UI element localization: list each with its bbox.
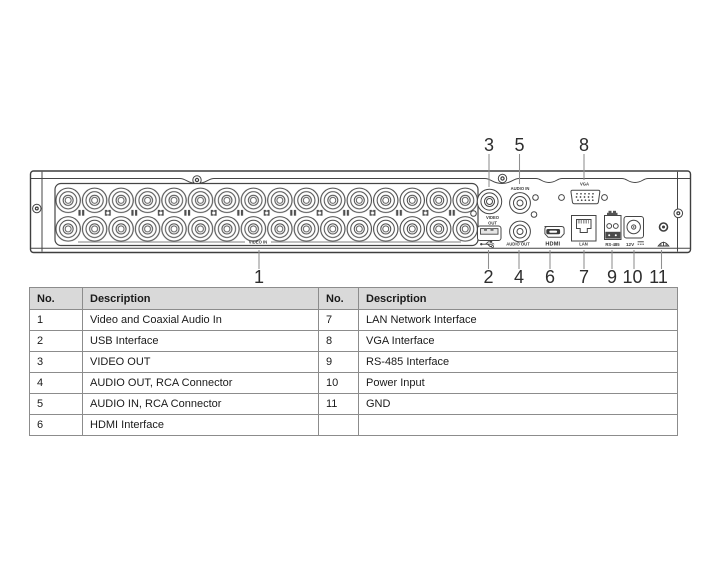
callout-1: 1 <box>253 267 265 287</box>
cell-desc: USB Interface <box>83 331 319 352</box>
video-out-label: OUT <box>488 220 497 226</box>
cell-desc: RS-485 Interface <box>359 352 678 373</box>
cell-desc: LAN Network Interface <box>359 310 678 331</box>
callout-6: 6 <box>544 267 556 287</box>
cell-desc: HDMI Interface <box>83 415 319 436</box>
cell-no: 4 <box>30 373 83 394</box>
table-row <box>30 415 678 436</box>
cell-no <box>319 415 359 436</box>
callout-8: 8 <box>578 135 590 155</box>
audio-in-label: AUDIO IN <box>510 186 530 191</box>
lan-label: LAN <box>579 241 588 247</box>
cell-no: 3 <box>30 352 83 373</box>
video-in-bnc-grid <box>55 184 479 246</box>
cell-desc: VGA Interface <box>359 331 678 352</box>
interface-table <box>29 287 678 436</box>
rs485-terminal <box>605 211 622 247</box>
cell-no: 5 <box>30 394 83 415</box>
vga-label: VGA <box>579 181 590 187</box>
col-header-no-left: No. <box>30 288 83 310</box>
cell-no: 6 <box>30 415 83 436</box>
callout-7: 7 <box>578 267 590 287</box>
hdmi-label: HDMI <box>545 241 561 248</box>
power-label: 12V <box>626 241 635 247</box>
audio-in-jack <box>510 186 531 213</box>
col-header-desc-right: Description <box>359 288 678 310</box>
rs485-label: RS-485 <box>605 241 620 247</box>
screw-hole <box>531 212 537 218</box>
cell-desc: AUDIO OUT, RCA Connector <box>83 373 319 394</box>
table-row <box>30 310 678 331</box>
callout-5: 5 <box>514 135 525 155</box>
callout-9: 9 <box>606 267 618 287</box>
screw-hole <box>602 195 608 201</box>
cell-no: 9 <box>319 352 359 373</box>
cell-desc: GND <box>359 394 678 415</box>
callout-2: 2 <box>483 267 494 287</box>
table-row <box>30 373 678 394</box>
cell-desc: Video and Coaxial Audio In <box>83 310 319 331</box>
screw-hole <box>471 211 477 217</box>
cell-no: 7 <box>319 310 359 331</box>
cell-desc: Power Input <box>359 373 678 394</box>
cell-no: 11 <box>319 394 359 415</box>
cell-desc: VIDEO OUT <box>83 352 319 373</box>
callout-3: 3 <box>483 135 495 155</box>
screw-hole <box>559 195 565 201</box>
col-header-no-right: No. <box>319 288 359 310</box>
callout-11: 11 <box>649 267 668 287</box>
audio-out-label: AUDIO OUT <box>506 241 530 247</box>
cell-desc <box>359 415 678 436</box>
cell-no: 10 <box>319 373 359 394</box>
table-row <box>30 352 678 373</box>
col-header-desc-left: Description <box>83 288 319 310</box>
cell-no: 8 <box>319 331 359 352</box>
screw-hole <box>533 195 539 201</box>
table-row <box>30 331 678 352</box>
callout-4: 4 <box>513 267 525 287</box>
table-row <box>30 394 678 415</box>
callout-10: 10 <box>622 267 643 287</box>
cell-desc: AUDIO IN, RCA Connector <box>83 394 319 415</box>
cell-no: 1 <box>30 310 83 331</box>
video-in-label: VIDEO IN <box>248 239 268 245</box>
table-header-row <box>30 288 678 310</box>
cell-no: 2 <box>30 331 83 352</box>
video-out-label: VIDEO <box>485 215 500 220</box>
